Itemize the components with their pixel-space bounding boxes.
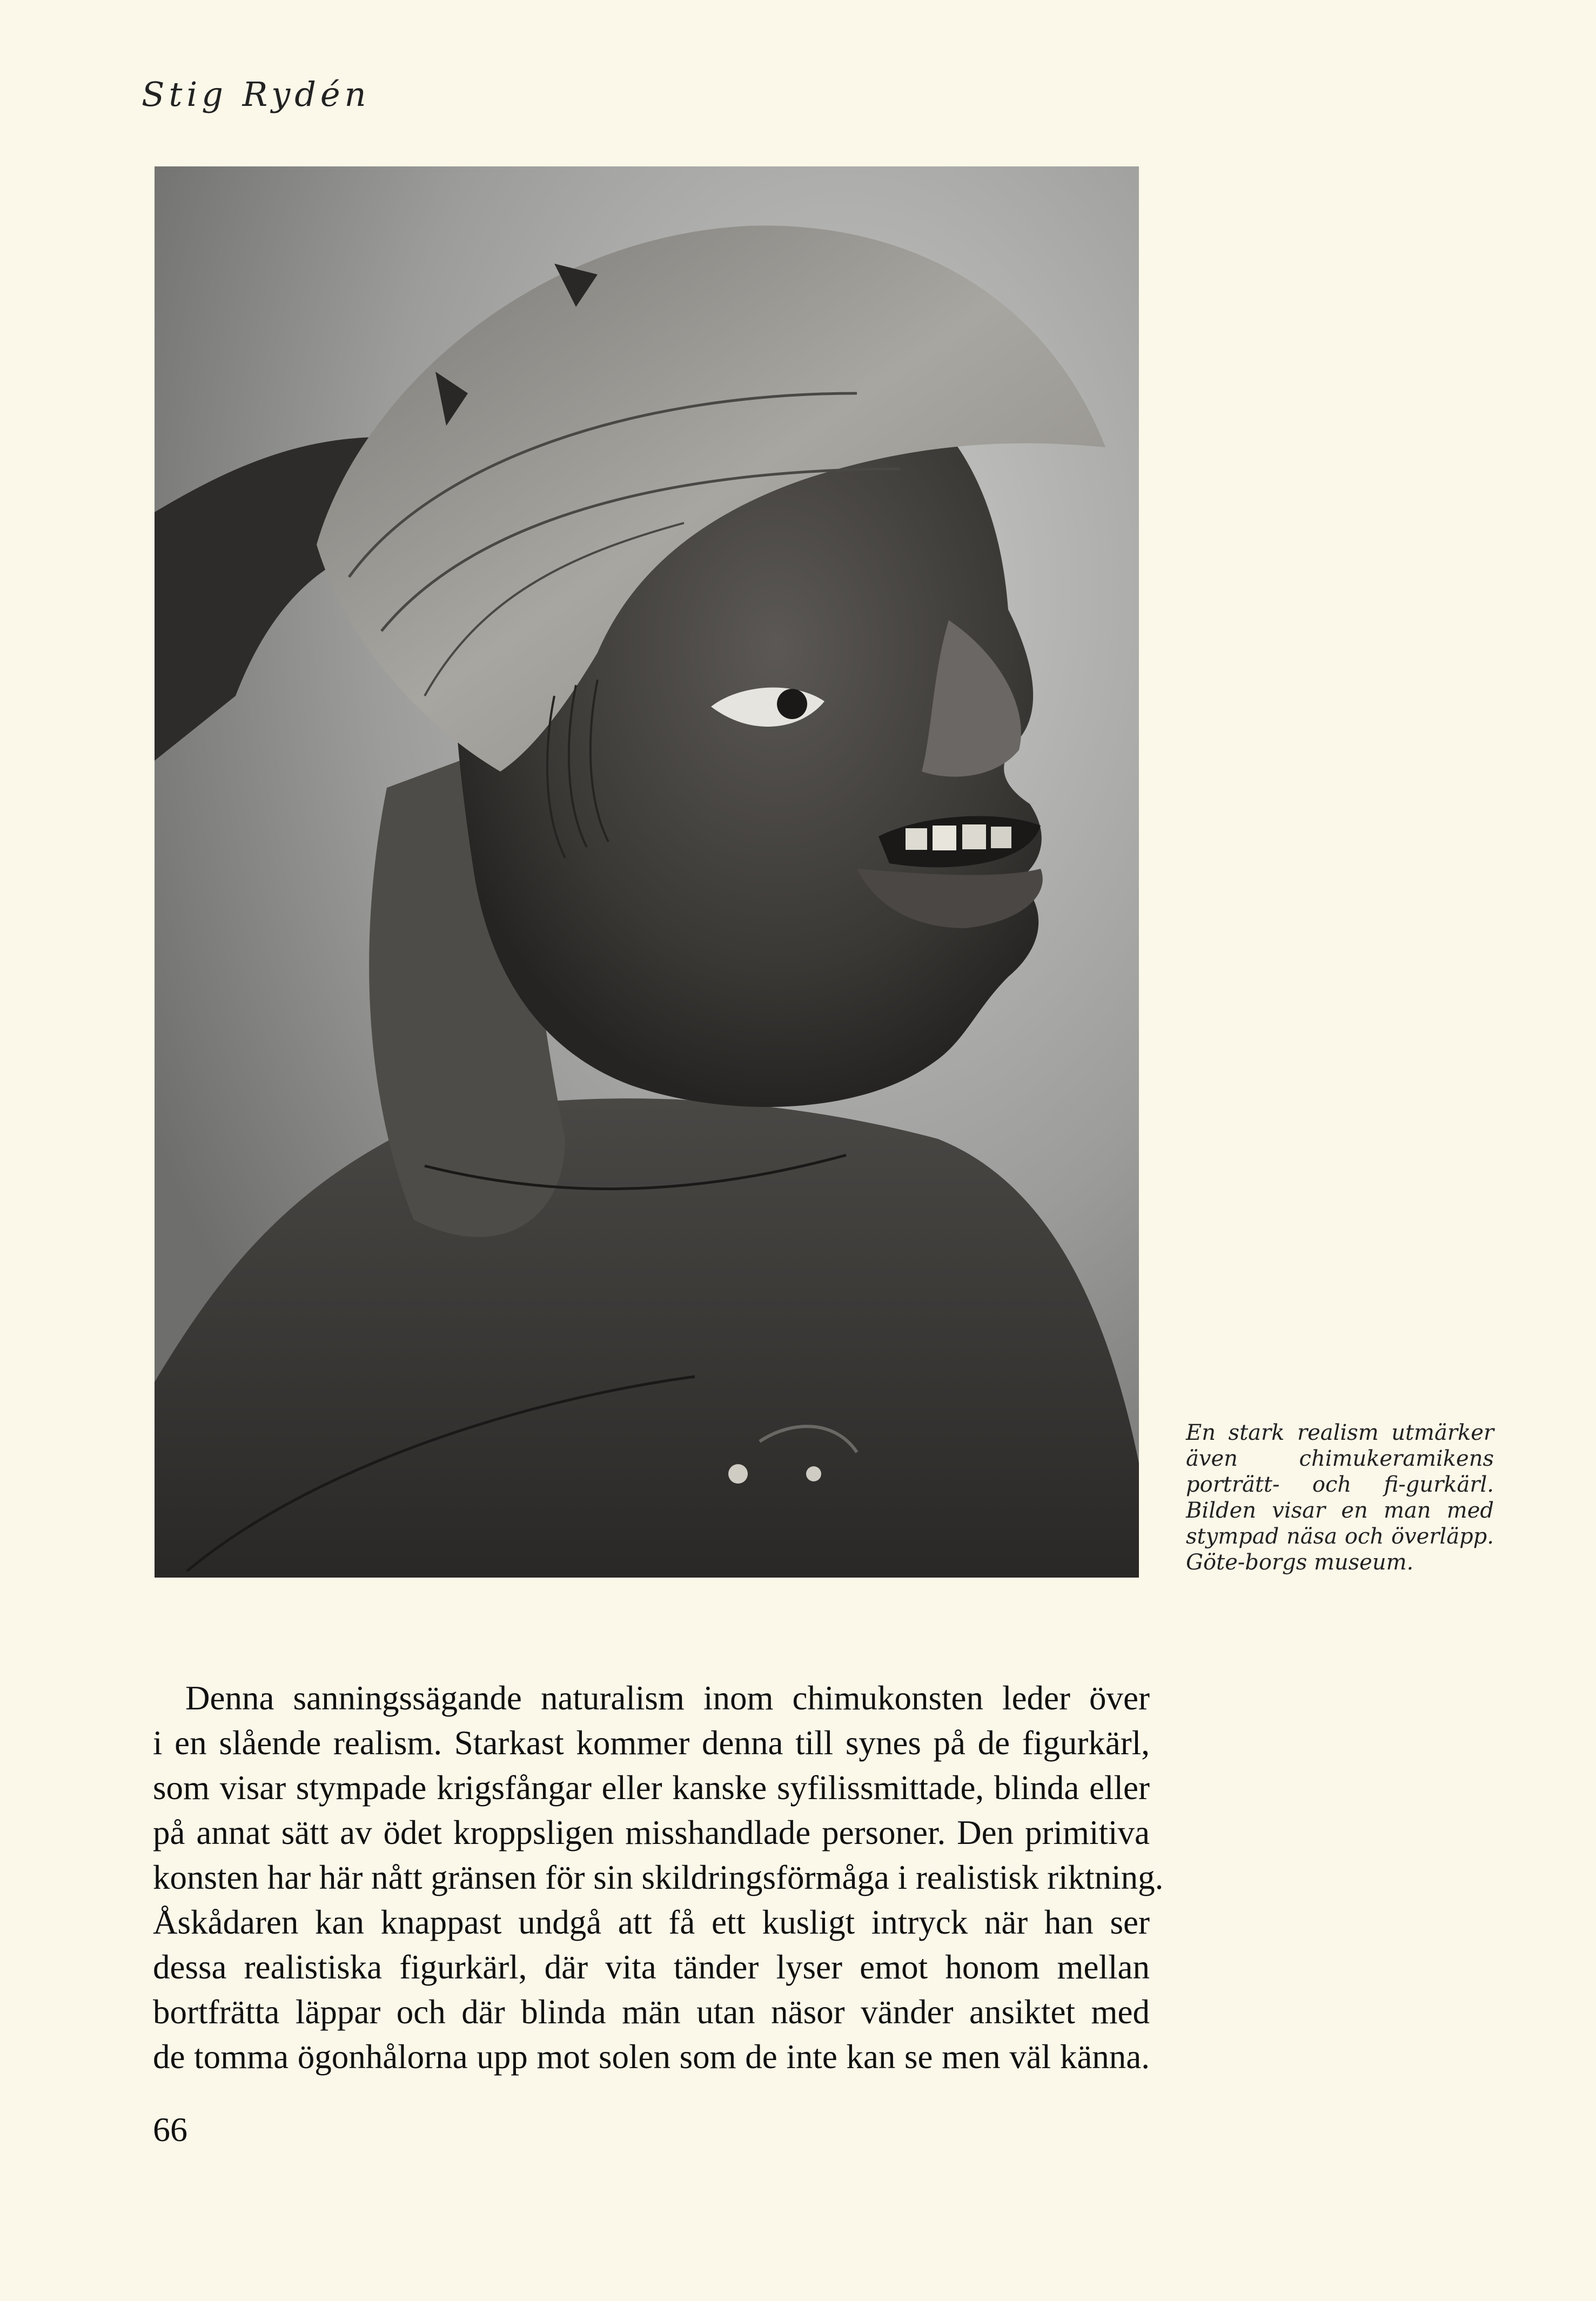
paragraph-line: konsten har här nått gränsen för sin skildringsförmåga i realistisk riktning.: [153, 1859, 1164, 1896]
portrait-vessel-image: [155, 166, 1139, 1578]
running-head-author: Stig Rydén: [142, 75, 371, 114]
paragraph-line: i en slående realism. Starkast kommer denna till synes på de figurkärl,: [153, 1724, 1150, 1762]
paragraph-line: bortfrätta läppar och där blinda män utan näsor vänder ansiktet med: [153, 1993, 1150, 2031]
page-number: 66: [153, 2110, 187, 2149]
paragraph-line: dessa realistiska figurkärl, där vita tänder lyser emot honom mellan: [153, 1948, 1150, 1986]
paragraph-line: de tomma ögonhålorna upp mot solen som de inte kan se men väl känna.: [153, 2038, 1150, 2076]
figure-caption: En stark realism utmärker även chimukeramikens porträtt- och fi-gurkärl. Bilden visar en man med stympad näsa och överläpp. Göte-borgs museum.: [1186, 1420, 1494, 1575]
paragraph-line: som visar stympade krigsfångar eller kanske syfilissmittade, blinda eller: [153, 1769, 1150, 1807]
paragraph-line: Åskådaren kan knappast undgå att få ett kusligt intryck när han ser: [153, 1903, 1150, 1941]
figure-photo-ceramic-portrait-vessel: [155, 166, 1139, 1578]
body-paragraph: [153, 1676, 1164, 2079]
paragraph-line: Denna sanningssägande naturalism inom chimukonsten leder över: [185, 1679, 1150, 1717]
paragraph-line: på annat sätt av ödet kroppsligen misshandlade personer. Den primitiva: [153, 1814, 1150, 1851]
